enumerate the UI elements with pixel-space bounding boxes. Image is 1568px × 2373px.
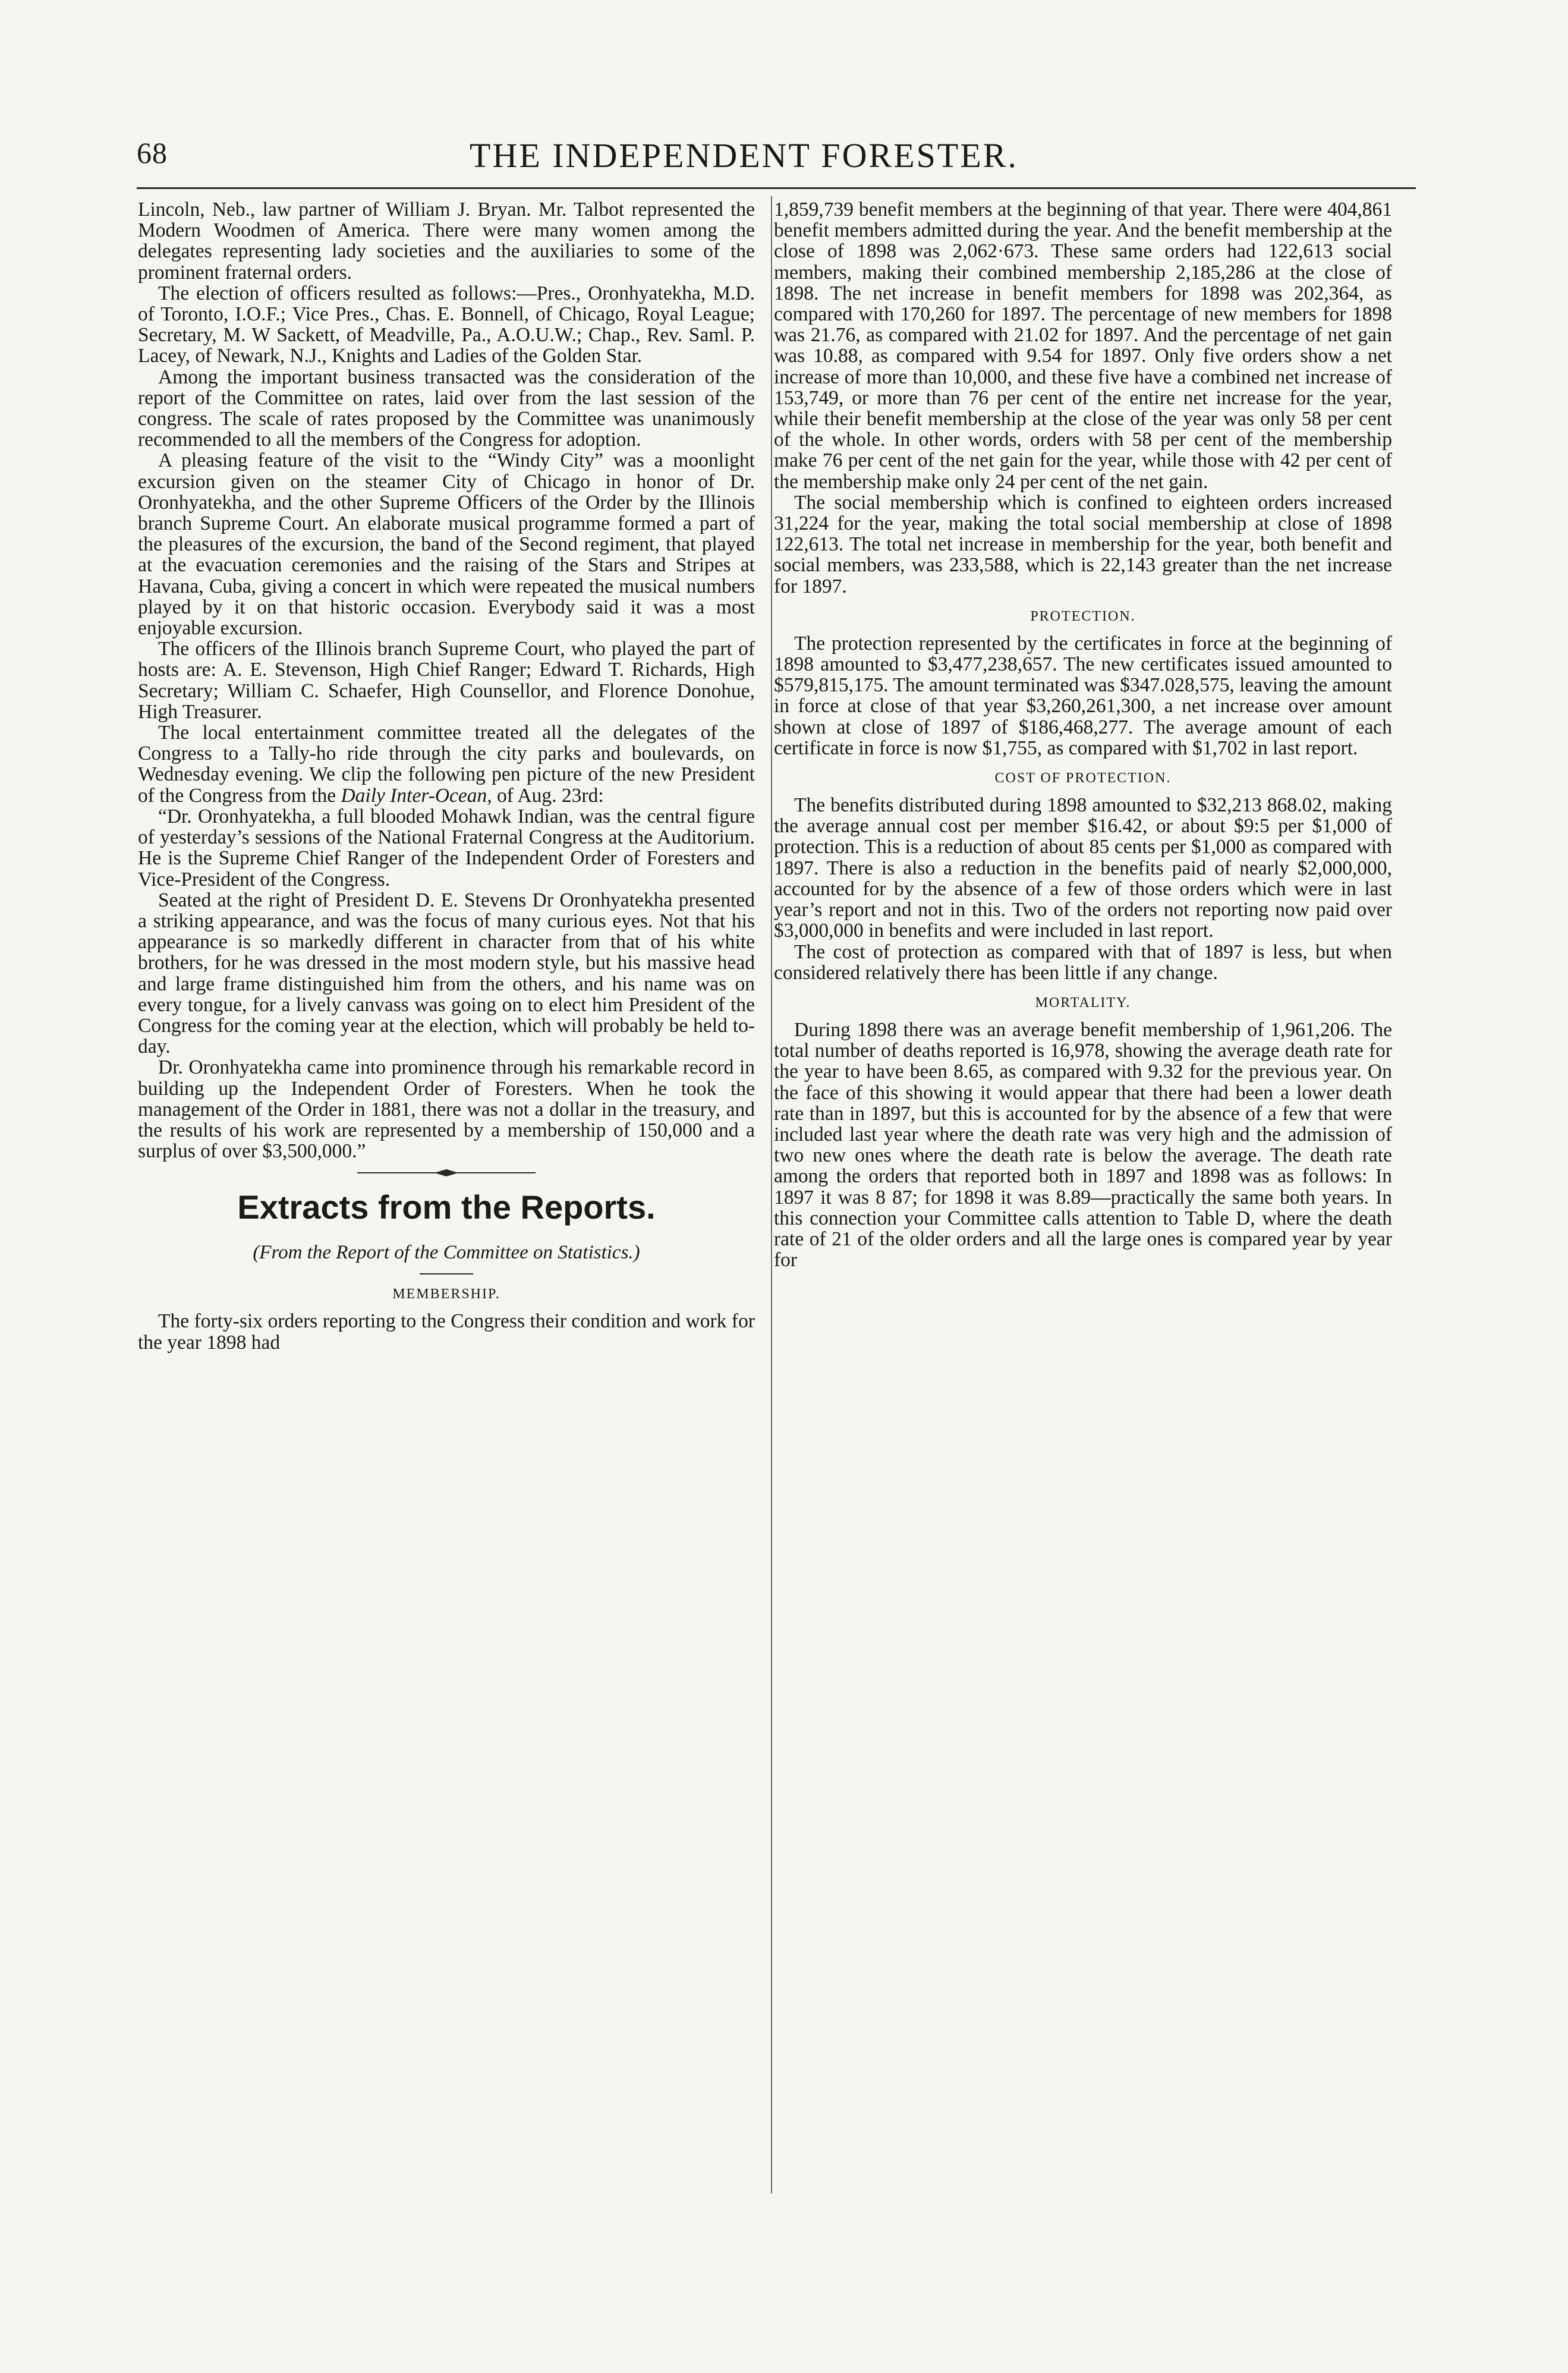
page-number: 68	[137, 136, 168, 169]
paragraph	[138, 722, 755, 806]
paragraph: During 1898 there was an average benefit membership of 1,961,206. The total number of deaths reported is 16,978, showing the average death rate for the year to have been 8.65, as compared with 9.32 for the previous year. On the face of this showing it would appear that there had been a lower death rate than in 1897, but this is accounted for by the absence of a few that were included last year where the death rate was very high and the admission of two new ones where the death rate is below the average. The death rate among the orders that reported both in 1897 and 1898 was as follows: In 1897 it was 8 87; for 1898 it was 8.89—practically the same both years. In this connection your Committee calls attention to Table D, where the death rate of 21 of the older orders and all the large ones is compared year by year for	[774, 1018, 1392, 1272]
paragraph-text: of Aug. 23rd:	[497, 784, 604, 807]
short-rule	[420, 1273, 473, 1274]
paragraph-text: The local entertainment committee treated all the delegates of the Congress to a Tally-ho ride through the city parks and boulevards, on Wednesday evening. We clip the following pen picture of the new President of the Congress from the	[138, 722, 755, 807]
membership-heading: MEMBERSHIP.	[392, 1286, 500, 1302]
page-header	[137, 136, 1415, 189]
quotation-paragraph: “Dr. Oronhyatekha, a full blooded Mohawk Indian, was the central figure of yesterday’s sessions of the National Fraternal Congress at the Auditorium. He is the Supreme Chief Ranger of the Independent Order of Foresters and Vice-President of the Congress.	[138, 805, 755, 890]
newspaper-title: Daily Inter-Ocean,	[341, 784, 492, 807]
paragraph: The forty-six orders reporting to the Congress their condition and work for the year 1898 had	[138, 1310, 755, 1354]
paragraph: The social membership which is confined to eighteen orders increased 31,224 for the year, making the total social membership at close of 1898 122,613. The total net increase in membership for the year, both benefit and social members, was 233,588, which is 22,143 greater than the net increase for 1897.	[774, 491, 1392, 597]
paragraph: The benefits distributed during 1898 amounted to $32,213 868.02, making the average annual cost per member $16.42, or about $9:5 per $1,000 of protection. This is a reduction of about 85 cents per $1,000 as compared with 1897. There is also a reduction in the benefits paid of nearly $2,000,000, accounted for by the absence of a few of those orders which were in last year’s report and not in this. Two of the orders not reporting now paid over $3,000,000 in benefits and were included in last report.	[774, 794, 1392, 942]
cost-heading: COST OF PROTECTION.	[994, 770, 1172, 786]
quotation-paragraph: Dr. Oronhyatekha came into prominence through his remarkable record in building up the Independent Order of Foresters. When he took the management of the Order in 1881, there was not a dollar in the treasury, and the results of his work are represented by a membership of 150,000 and a surplus of over $3,500,000.”	[138, 1056, 755, 1163]
paragraph: The officers of the Illinois branch Supreme Court, who played the part of hosts are: A. E. Stevenson, High Chief Ranger; Edward T. Richards, High Secretary; William C. Schaefer, High Counsellor, and Florence Donohue, High Treasurer.	[138, 638, 755, 723]
paragraph: 1,859,739 benefit members at the beginning of that year. There were 404,861 benefit members admitted during the year. And the benefit membership at the close of 1898 was 2,062·673. These same orders had 122,613 social members, making their combined membership 2,185,286 at the close of 1898. The net increase in benefit members for 1898 was 202,364, as compared with 170,260 for 1897. The percentage of new members for 1898 was 21.76, as compared with 21.02 for 1897. And the percentage of net gain was 10.88, as compared with 9.54 for 1897. Only five orders show a net increase of more than 10,000, and these five have a combined net increase of 153,749, or more than 76 per cent of the entire net increase for the year, while their benefit membership at the close of the year was only 58 per cent of the whole. In other words, orders with 58 per cent of the membership make 76 per cent of the net gain for the year, while those with 42 per cent of the membership make only 24 per cent of the net gain.	[774, 199, 1392, 493]
paragraph: A pleasing feature of the visit to the “Windy City” was a moonlight excursion given on the steamer City of Chicago in honor of Dr. Oronhyatekha, and the other Supreme Officers of the Order by the Illinois branch Supreme Court. An elaborate musical programme formed a part of the pleasures of the excursion, the band of the Second regiment, that played at the evacuation ceremonies and the raising of the Stars and Stripes at Havana, Cuba, giving a concert in which were repeated the musical numbers played by it on that historic occasion. Everybody said it was a most enjoyable excursion.	[138, 449, 755, 640]
protection-heading: PROTECTION.	[1030, 608, 1136, 624]
running-head: THE INDEPENDENT FORESTER.	[470, 136, 1018, 175]
paragraph: The cost of protection as compared with that of 1897 is less, but when considered relatively there has been little if any change.	[774, 940, 1392, 984]
paragraph: The election of officers resulted as follows:—Pres., Oronhyatekha, M.D. of Toronto, I.O.F.; Vice Pres., Chas. E. Bonnell, of Chicago, Royal League; Secretary, M. W Sackett, of Meadville, Pa., A.O.U.W.; Chap., Rev. Saml. P. Lacey, of Newark, N.J., Knights and Ladies of the Golden Star.	[138, 282, 755, 367]
paragraph: Lincoln, Neb., law partner of William J. Bryan. Mr. Talbot represented the Modern Woodmen of America. There were many women among the delegates representing lady societies and the auxiliaries to some of the prominent fraternal orders.	[138, 199, 755, 284]
ornamental-divider	[357, 1169, 536, 1177]
extracts-subheading: (From the Report of the Committee on Statistics.)	[253, 1242, 640, 1264]
quotation-paragraph: Seated at the right of President D. E. Stevens Dr Oronhyatekha presented a striking appearance, and was the focus of many curious eyes. Not that his appearance is so markedly different in character from that of his white brothers, for he was dressed in the most modern style, but his massive head and large frame distinguished him from the others, and his name was on every tongue, for a lively canvass was going on to elect him President of the Congress for the coming year at the election, which will probably be held to-day.	[138, 889, 755, 1058]
extracts-heading: Extracts from the Reports.	[237, 1188, 656, 1226]
column-divider	[771, 196, 772, 2193]
left-column	[138, 199, 755, 1353]
paragraph: Among the important business transacted was the consideration of the report of the Committee on rates, laid over from the last session of the congress. The scale of rates proposed by the Committee was unanimously recommended to all the members of the Congress for adoption.	[138, 366, 755, 451]
paragraph: The protection represented by the certificates in force at the beginning of 1898 amounted to $3,477,238,657. The new certificates issued amounted to $579,815,175. The amount terminated was $347.028,575, leaving the amount in force at close of that year $3,260,261,300, a net increase over amount shown at close of 1897 of $186,468,277. The average amount of each certificate in force is now $1,755, as compared with $1,702 in last report.	[774, 632, 1392, 759]
header-rule	[137, 187, 1416, 189]
mortality-heading: MORTALITY.	[1035, 994, 1131, 1011]
right-column	[774, 199, 1392, 1270]
